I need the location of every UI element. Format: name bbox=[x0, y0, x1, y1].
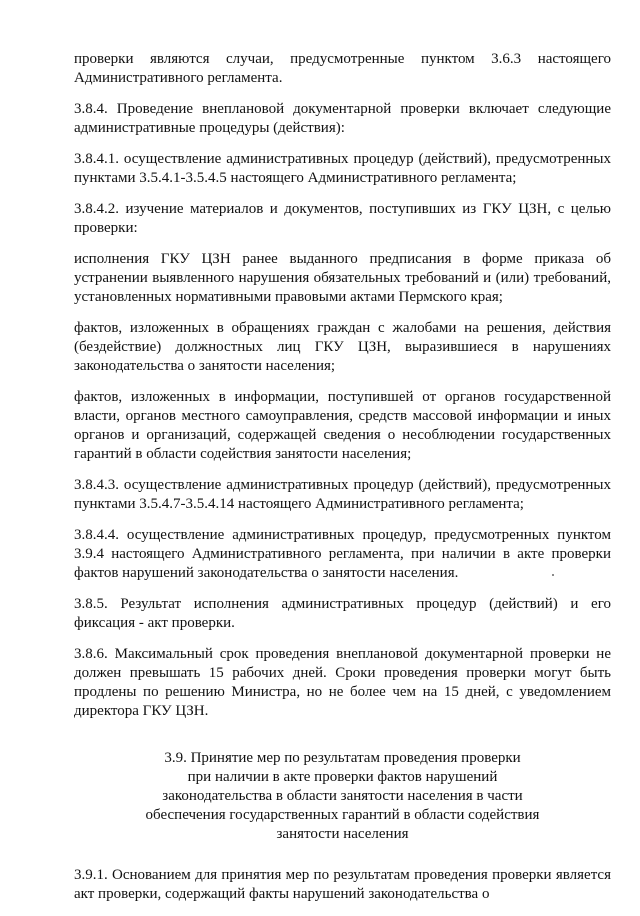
document-page bbox=[74, 50, 611, 916]
heading-line: при наличии в акте проверки фактов нарушений bbox=[187, 769, 498, 785]
paragraph-3-9-1: 3.9.1. Основанием для принятия мер по результатам проведения проверки является акт проверки, содержащий факты нарушений законодательства о bbox=[74, 867, 611, 902]
paragraph-3-8-6: 3.8.6. Максимальный срок проведения внеплановой документарной проверки не должен превышать 15 рабочих дней. Сроки проведения проверки могут быть продлены по решению Министра, но не более чем на 15 дней, с уведомлением директора ГКУ ЦЗН. bbox=[74, 646, 611, 719]
paragraph-3-8-4-1: 3.8.4.1. осуществление административных процедур (действий), предусмотренных пунктами 3.5.4.1-3.5.4.5 настоящего Административного регламента; bbox=[74, 151, 611, 186]
paragraph-3-8-4: 3.8.4. Проведение внеплановой документарной проверки включает следующие административные процедуры (действия): bbox=[74, 101, 611, 136]
paragraph-item-information: фактов, изложенных в информации, поступившей от органов государственной власти, органов местного самоуправления, средств массовой информации и иных органов и организаций, содержащей сведения о несоблюдении государственных гарантий в области содействия занятости населения; bbox=[74, 389, 611, 462]
heading-line: занятости населения bbox=[276, 826, 409, 842]
section-heading-3-9 bbox=[74, 749, 611, 844]
paragraph-3-8-5: 3.8.5. Результат исполнения административных процедур (действий) и его фиксация - акт проверки. bbox=[74, 596, 611, 631]
paragraph-3-8-4-3: 3.8.4.3. осуществление административных процедур (действий), предусмотренных пунктами 3.5.4.7-3.5.4.14 настоящего Административного регламента; bbox=[74, 477, 611, 512]
scan-speck bbox=[552, 574, 554, 576]
heading-line: обеспечения государственных гарантий в области содействия bbox=[145, 807, 540, 823]
heading-line: законодательства в области занятости населения в части bbox=[162, 788, 523, 804]
paragraph-item-prescription: исполнения ГКУ ЦЗН ранее выданного предписания в форме приказа об устранении выявленного нарушения обязательных требований и (или) требований, установленных нормативными правовыми актами Пермского края; bbox=[74, 251, 611, 305]
paragraph-3-8-4-4: 3.8.4.4. осуществление административных процедур, предусмотренных пунктом 3.9.4 настоящего Административного регламента, при наличии в акте проверки фактов нарушений законодательства о занятости населения. bbox=[74, 527, 611, 581]
paragraph-3-8-4-2: 3.8.4.2. изучение материалов и документов, поступивших из ГКУ ЦЗН, с целью проверки: bbox=[74, 201, 611, 236]
heading-line: 3.9. Принятие мер по результатам проведения проверки bbox=[164, 750, 521, 766]
paragraph-continuation: проверки являются случаи, предусмотренные пунктом 3.6.3 настоящего Административного регламента. bbox=[74, 51, 611, 86]
paragraph-item-complaints: фактов, изложенных в обращениях граждан с жалобами на решения, действия (бездействие) должностных лиц ГКУ ЦЗН, выразившиеся в нарушениях законодательства о занятости населения; bbox=[74, 320, 611, 374]
